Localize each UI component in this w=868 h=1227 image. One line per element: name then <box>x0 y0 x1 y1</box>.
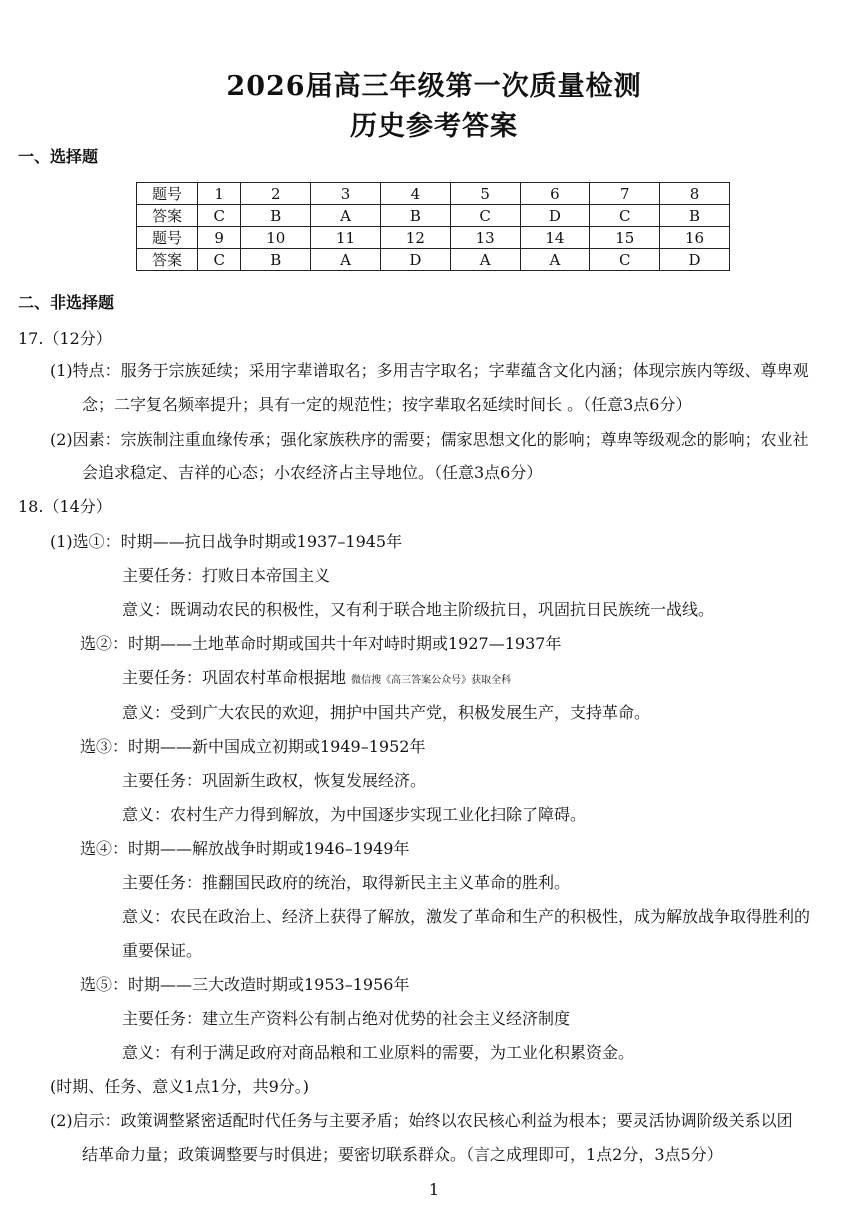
q18-option4-meaning-line2: 重要保证。 <box>122 941 203 960</box>
q18-option2-task: 主要任务：巩固农村革命根据地 <box>122 668 347 687</box>
answer-table-row-label: 题号 <box>137 183 198 205</box>
answer-table <box>136 182 730 271</box>
q17-part2-line2: 会追求稳定、吉祥的心态；小农经济占主导地位。（任意3点6分） <box>82 463 543 482</box>
answer-table-row <box>137 249 730 271</box>
exam-title: 2026届高三年级第一次质量检测 <box>226 71 642 102</box>
q18-option4-period: 选④：时期——解放战争时期或1946–1949年 <box>80 839 410 858</box>
answer-table-cell: C <box>198 205 241 227</box>
q18-part2-line2: 结革命力量；政策调整要与时俱进；要密切联系群众。（言之成理即可，1点2分，3点5分） <box>82 1145 723 1164</box>
answer-table-cell: A <box>311 205 381 227</box>
page-number: 1 <box>428 1180 440 1199</box>
q18-part2-line1: (2)启示：政策调整紧密适配时代任务与主要矛盾；始终以农民核心利益为根本；要灵活协调阶级关系以团 <box>50 1111 793 1130</box>
answer-table-cell: B <box>241 205 311 227</box>
answer-table-cell: C <box>590 205 660 227</box>
section-heading-nonchoice: 二、非选择题 <box>18 293 115 312</box>
answer-table-cell: D <box>380 249 450 271</box>
answer-table-row <box>137 183 730 205</box>
answer-table-cell: D <box>660 249 730 271</box>
answer-table-row <box>137 227 730 249</box>
q18-option3-task: 主要任务：巩固新生政权，恢复发展经济。 <box>122 771 427 790</box>
answer-table-cell: B <box>380 205 450 227</box>
q18-option5-meaning: 意义：有利于满足政府对商品粮和工业原料的需要，为工业化积累资金。 <box>122 1043 635 1062</box>
answer-table-cell: 6 <box>520 183 590 205</box>
answer-table-cell: 12 <box>380 227 450 249</box>
q18-option2-meaning: 意义：受到广大农民的欢迎，拥护中国共产党，积极发展生产，支持革命。 <box>122 703 651 722</box>
answer-table-cell: B <box>660 205 730 227</box>
q18-scoring-note: (时期、任务、意义1点1分，共9分。) <box>50 1077 310 1096</box>
answer-table-cell: 11 <box>311 227 381 249</box>
subject-title: 历史参考答案 <box>350 111 518 142</box>
answer-table-cell: 8 <box>660 183 730 205</box>
answer-table-cell: C <box>198 249 241 271</box>
answer-table-row-label: 题号 <box>137 227 198 249</box>
answer-table-cell: 13 <box>450 227 520 249</box>
q18-option1-task: 主要任务：打败日本帝国主义 <box>122 566 331 585</box>
q17-part2-line1: (2)因素：宗族制注重血缘传承；强化家族秩序的需要；儒家思想文化的影响；尊卑等级观念的影响；农业社 <box>50 430 809 449</box>
answer-table-cell: A <box>450 249 520 271</box>
q18-option1-period: (1)选①：时期——抗日战争时期或1937–1945年 <box>50 532 403 551</box>
q17-part1-line1: (1)特点：服务于宗族延续；采用字辈谱取名；多用吉字取名；字辈蕴含文化内涵；体现宗族内等级、尊卑观 <box>50 361 809 380</box>
answer-table-cell: 5 <box>450 183 520 205</box>
q18-option4-task: 主要任务：推翻国民政府的统治，取得新民主主义革命的胜利。 <box>122 873 571 892</box>
q18-option3-meaning: 意义：农村生产力得到解放，为中国逐步实现工业化扫除了障碍。 <box>122 805 587 824</box>
answer-table-cell: 16 <box>660 227 730 249</box>
answer-table-cell: 9 <box>198 227 241 249</box>
q18-option2-task-row <box>122 668 511 691</box>
answer-table-cell: 1 <box>198 183 241 205</box>
q18-option5-period: 选⑤：时期——三大改造时期或1953–1956年 <box>80 975 410 994</box>
answer-table-cell: 7 <box>590 183 660 205</box>
answer-table-cell: C <box>590 249 660 271</box>
q17-part1-line2: 念；二字复名频率提升；具有一定的规范性；按字辈取名延续时间长 。（任意3点6分） <box>82 395 692 414</box>
section-heading-choice: 一、选择题 <box>18 147 99 166</box>
answer-table-cell: D <box>520 205 590 227</box>
q18-option3-period: 选③：时期——新中国成立初期或1949–1952年 <box>80 737 426 756</box>
answer-table-cell: B <box>241 249 311 271</box>
answer-table-cell: 3 <box>311 183 381 205</box>
q18-option4-meaning-line1: 意义：农民在政治上、经济上获得了解放，激发了革命和生产的积极性，成为解放战争取得胜利的 <box>122 907 811 926</box>
q18-option1-meaning: 意义：既调动农民的积极性，又有利于联合地主阶级抗日，巩固抗日民族统一战线。 <box>122 600 715 619</box>
watermark-note: 微信搜《高三答案公众号》获取全科 <box>351 675 512 686</box>
answer-table-cell: 2 <box>241 183 311 205</box>
answer-table-row-label: 答案 <box>137 249 198 271</box>
answer-table-cell: 10 <box>241 227 311 249</box>
answer-table-cell: 14 <box>520 227 590 249</box>
q17-label: 17.（12分） <box>18 329 112 348</box>
answer-table-cell: 4 <box>380 183 450 205</box>
answer-table-cell: C <box>450 205 520 227</box>
q18-option2-period: 选②：时期——土地革命时期或国共十年对峙时期或1927—1937年 <box>80 634 562 653</box>
answer-table-row-label: 答案 <box>137 205 198 227</box>
answer-table-cell: 15 <box>590 227 660 249</box>
answer-table-cell: A <box>520 249 590 271</box>
answer-table-row <box>137 205 730 227</box>
q18-label: 18.（14分） <box>18 497 112 516</box>
q18-option5-task: 主要任务：建立生产资料公有制占绝对优势的社会主义经济制度 <box>122 1009 571 1028</box>
answer-table-cell: A <box>311 249 381 271</box>
